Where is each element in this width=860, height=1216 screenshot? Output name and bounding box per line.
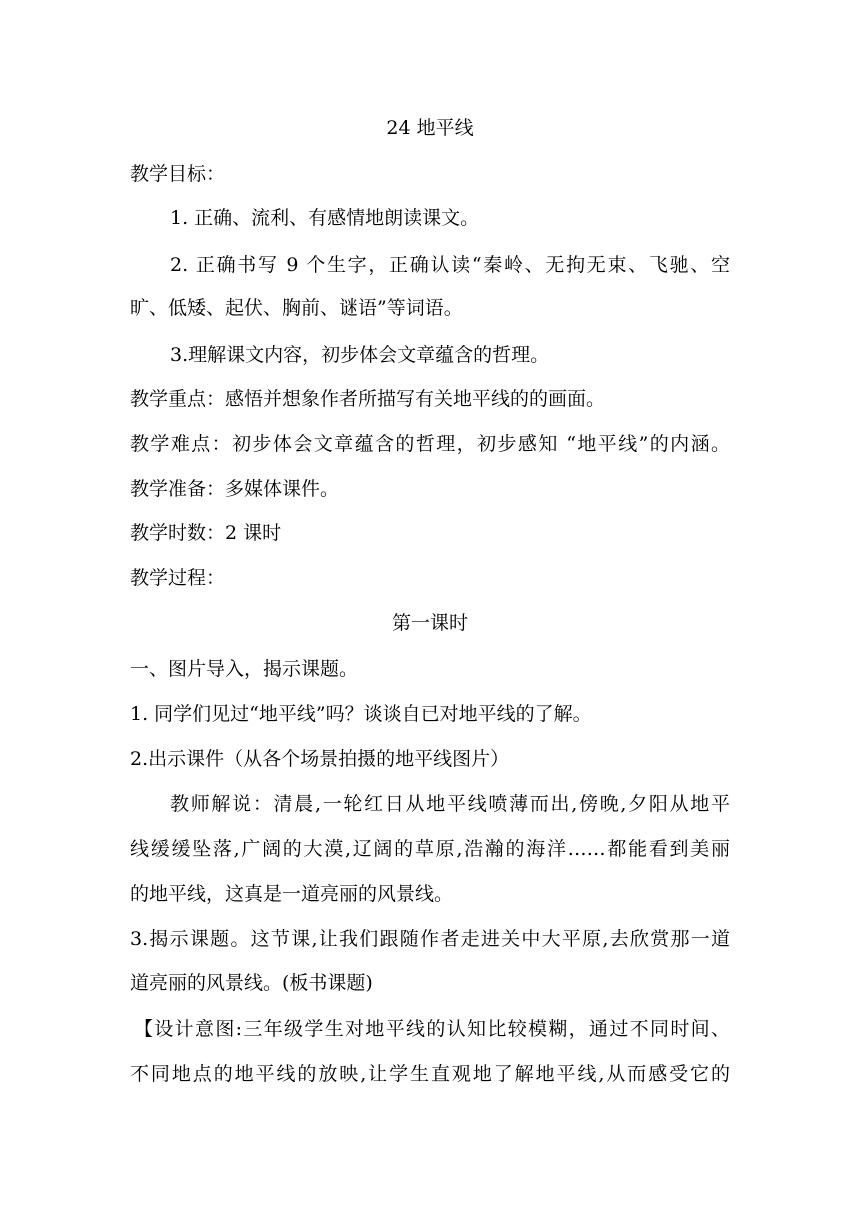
lesson-heading: 第一课时 bbox=[391, 612, 468, 634]
difficulties: 教学难点：初步体会文章蕴含的哲理，初步感知 “地平线”的内涵。 bbox=[130, 433, 730, 455]
teacher-commentary-line-2: 线缓缓坠落,广阔的大漠,辽阔的草原,浩瀚的海洋……都能看到美丽 bbox=[130, 838, 730, 860]
teacher-commentary-line-3: 的地平线，这真是一道亮丽的风景线。 bbox=[130, 883, 454, 905]
objective-item-2-line-2: 旷、低矮、起伏、胸前、谜语”等词语。 bbox=[130, 297, 463, 319]
step-3-line-2: 道亮丽的风景线。(板书课题) bbox=[130, 972, 373, 994]
objective-item-2-line-1: 2. 正确书写 9 个生字，正确认读“秦岭、无拘无束、飞驰、空 bbox=[170, 254, 730, 276]
key-points: 教学重点：感悟并想象作者所描写有关地平线的的画面。 bbox=[130, 388, 606, 410]
step-3-line-1: 3.揭示课题。这节课,让我们跟随作者走进关中大平原,去欣赏那一道 bbox=[130, 928, 730, 950]
step-1: 1. 同学们见过“地平线”吗？谈谈自已对地平线的了解。 bbox=[130, 703, 592, 725]
objective-item-3: 3.理解课文内容，初步体会文章蕴含的哲理。 bbox=[170, 344, 550, 366]
teaching-hours: 教学时数：2 课时 bbox=[130, 522, 282, 544]
objectives-heading: 教学目标： bbox=[130, 163, 226, 185]
design-intent-line-1: 【设计意图:三年级学生对地平线的认知比较模糊，通过不同时间、 bbox=[134, 1018, 730, 1040]
document-title: 24 地平线 bbox=[386, 117, 474, 139]
section-1-heading: 一、图片导入，揭示课题。 bbox=[130, 658, 359, 680]
teacher-commentary-line-1: 教师解说：清晨,一轮红日从地平线喷薄而出,傍晚,夕阳从地平 bbox=[170, 793, 730, 815]
process-heading: 教学过程： bbox=[130, 567, 226, 589]
preparation: 教学准备：多媒体课件。 bbox=[130, 478, 340, 500]
design-intent-line-2: 不同地点的地平线的放映,让学生直观地了解地平线,从而感受它的 bbox=[130, 1063, 730, 1085]
objective-item-1: 1. 正确、流利、有感情地朗读课文。 bbox=[170, 207, 480, 229]
step-2: 2.出示课件（从各个场景拍摄的地平线图片） bbox=[130, 748, 510, 770]
